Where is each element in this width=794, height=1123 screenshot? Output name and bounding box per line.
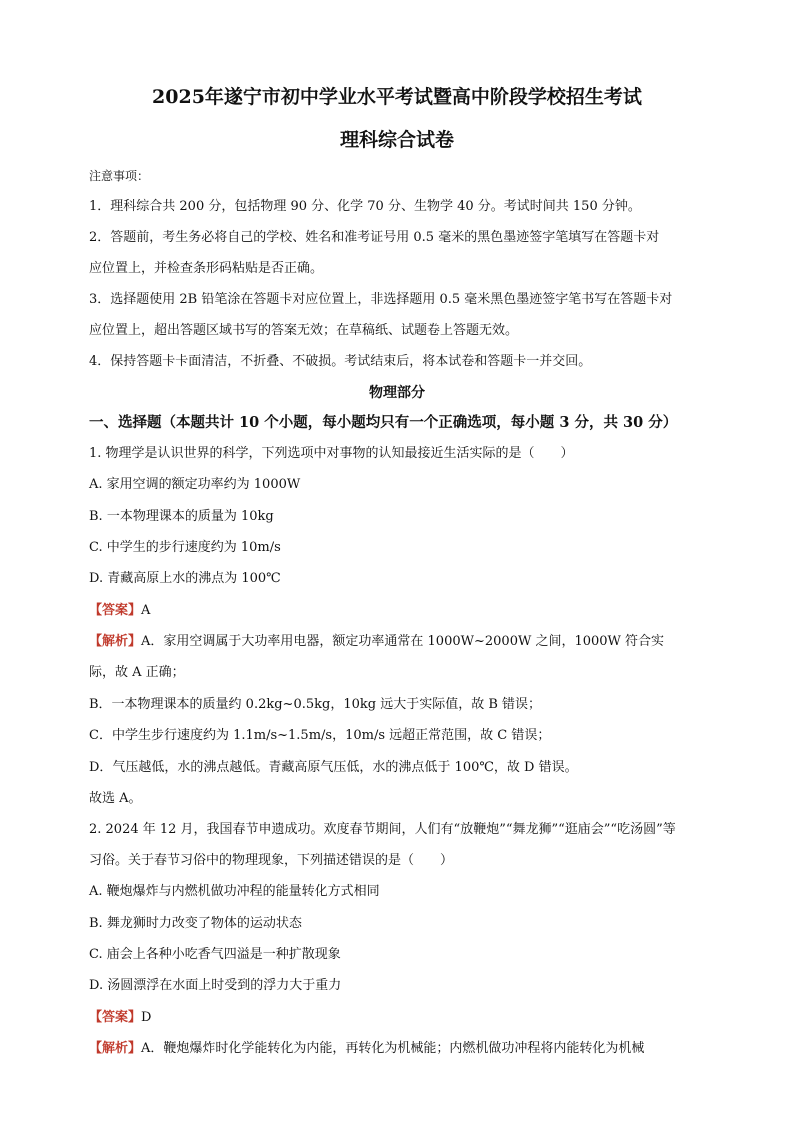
answer-label: 【答案】: [89, 1010, 142, 1025]
question-option: D. 青藏高原上水的沸点为 100℃: [89, 571, 281, 586]
notice-item: 4．保持答题卡卡面清洁，不折叠、不破损。考试结束后，将本试卷和答题卡一并交回。: [89, 354, 592, 369]
analysis-text: A．鞭炮爆炸时化学能转化为内能，再转化为机械能；内燃机做功冲程将内能转化为机械: [141, 1041, 645, 1056]
question-option: B. 舞龙狮时力改变了物体的运动状态: [89, 916, 302, 931]
analysis-label: 【解析】: [89, 634, 142, 649]
section-title: 物理部分: [369, 385, 425, 401]
question-stem: 2. 2024 年 12 月，我国春节申遗成功。欢度春节期间，人们有“放鞭炮”“舞龙狮”“逛庙会”“吃汤圆”等: [89, 822, 676, 837]
notice-item: 3．选择题使用 2B 铅笔涂在答题卡对应位置上，非选择题用 0.5 毫米黑色墨迹签字笔书写在答题卡对: [89, 292, 673, 307]
analysis-text: D．气压越低，水的沸点越低。青藏高原气压低，水的沸点低于 100℃，故 D 错误。: [89, 760, 578, 775]
analysis-label: 【解析】: [89, 1041, 142, 1056]
part-heading: 一、选择题（本题共计 10 个小题，每小题均只有一个正确选项，每小题 3 分，共 30 分）: [89, 414, 678, 431]
analysis-row: [89, 1041, 644, 1057]
question-option: A. 鞭炮爆炸与内燃机做功冲程的能量转化方式相同: [89, 884, 380, 899]
answer-row: [89, 1010, 151, 1026]
question-option: C. 庙会上各种小吃香气四溢是一种扩散现象: [89, 947, 341, 962]
analysis-text: B．一本物理课本的质量约 0.2kg~0.5kg，10kg 远大于实际值，故 B 错误；: [89, 697, 542, 712]
notice-item: 应位置上，超出答题区域书写的答案无效；在草稿纸、试题卷上答题无效。: [89, 323, 519, 338]
question-stem: 1. 物理学是认识世界的科学，下列选项中对事物的认知最接近生活实际的是（ ）: [89, 446, 574, 461]
analysis-text: 际，故 A 正确；: [89, 665, 185, 680]
notice-item: 2．答题前，考生务必将自己的学校、姓名和准考证号用 0.5 毫米的黑色墨迹签字笔填写在答题卡对: [89, 230, 660, 245]
question-option: C. 中学生的步行速度约为 10m/s: [89, 540, 281, 555]
answer-value: A: [141, 603, 151, 618]
analysis-text: 故选 A。: [89, 791, 142, 806]
page-title: 2025年遂宁市初中学业水平考试暨高中阶段学校招生考试: [152, 86, 642, 108]
notice-heading: 注意事项：: [89, 169, 150, 183]
question-stem: 习俗。关于春节习俗中的物理现象，下列描述错误的是（ ）: [89, 853, 454, 868]
analysis-text: C．中学生步行速度约为 1.1m/s~1.5m/s，10m/s 远超正常范围，故 C 错误；: [89, 728, 551, 743]
page-subtitle: 理科综合试卷: [339, 129, 454, 151]
answer-value: D: [141, 1010, 152, 1025]
analysis-row: [89, 634, 664, 650]
question-option: D. 汤圆漂浮在水面上时受到的浮力大于重力: [89, 978, 342, 993]
question-option: A. 家用空调的额定功率约为 1000W: [89, 477, 301, 492]
notice-item: 1．理科综合共 200 分，包括物理 90 分、化学 70 分、生物学 40 分。考试时间共 150 分钟。: [89, 199, 641, 214]
analysis-text: A．家用空调属于大功率用电器，额定功率通常在 1000W~2000W 之间，1000W 符合实: [141, 634, 665, 649]
answer-label: 【答案】: [89, 603, 142, 618]
answer-row: [89, 603, 150, 619]
question-option: B. 一本物理课本的质量为 10kg: [89, 509, 274, 524]
notice-item: 应位置上，并检查条形码粘贴是否正确。: [89, 261, 324, 276]
